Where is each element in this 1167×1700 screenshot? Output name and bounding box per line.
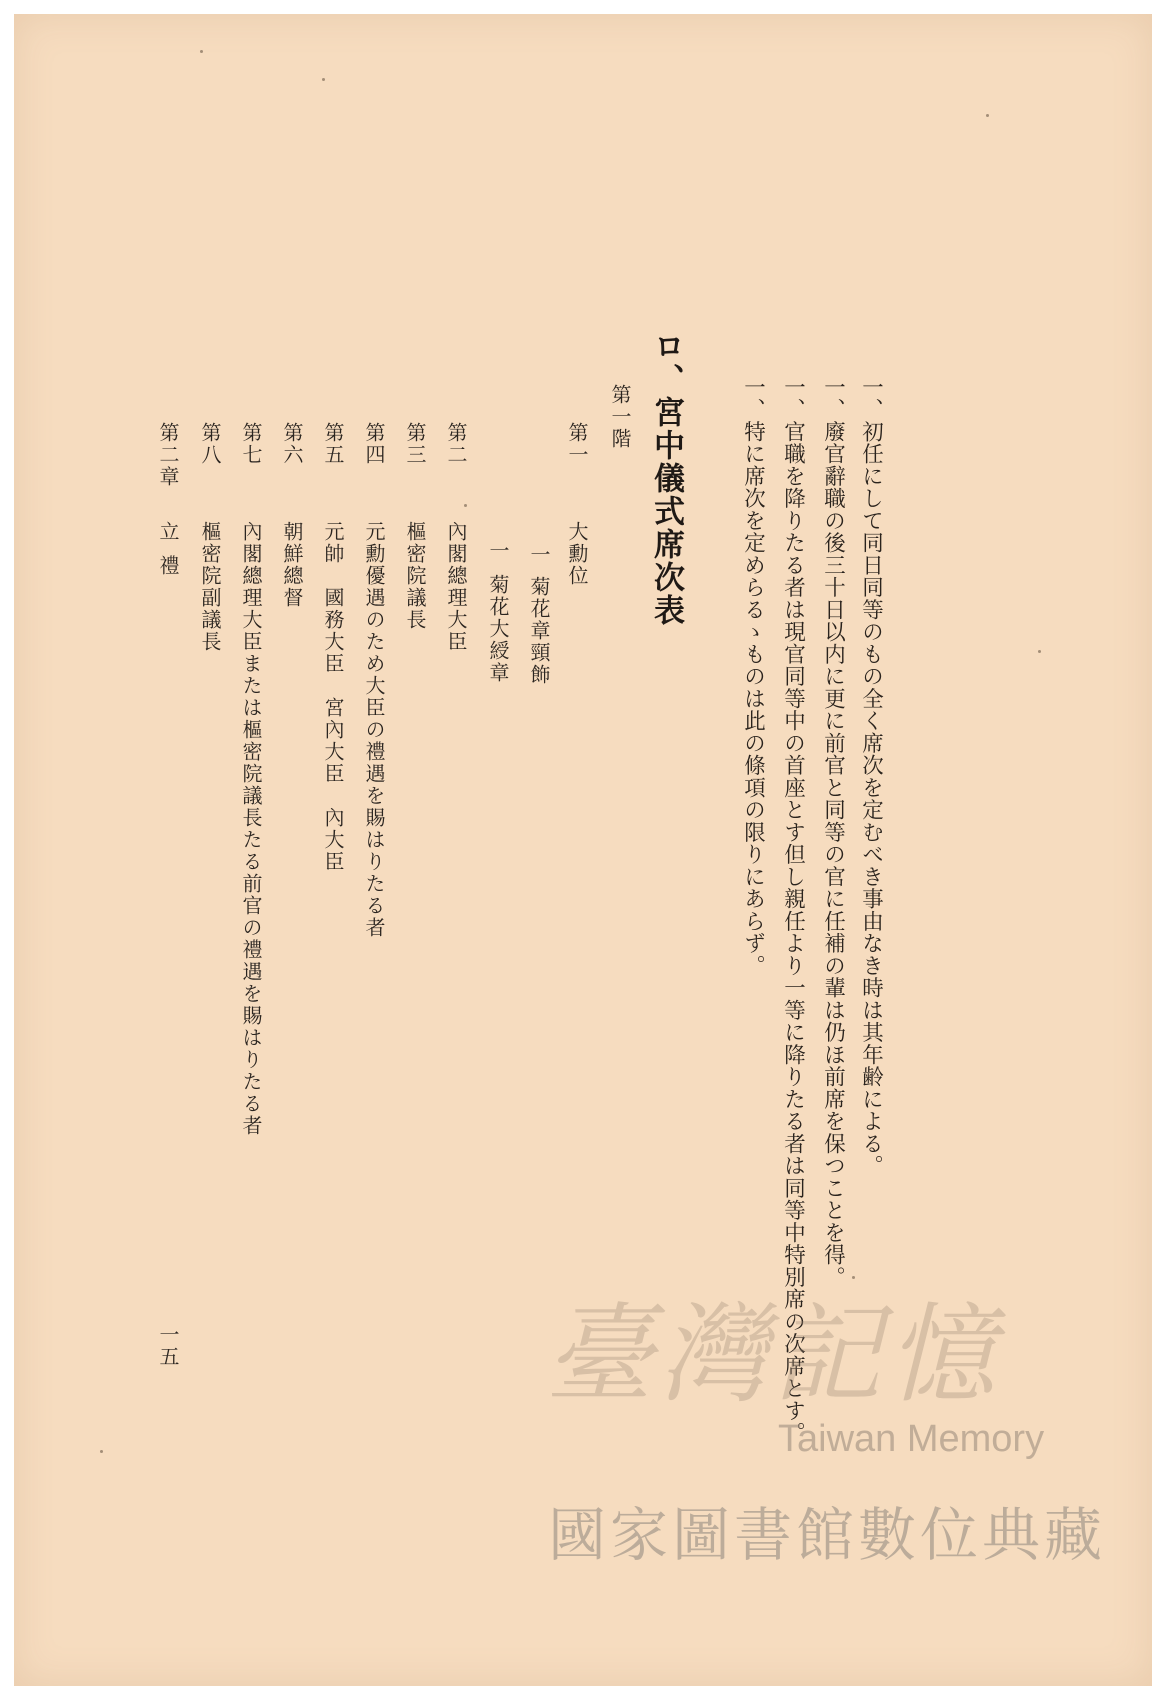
rank-text-8: 樞密院副議長 xyxy=(198,521,222,653)
rank-number-7: 第七 xyxy=(239,422,263,466)
chapter-title: 立禮 xyxy=(156,521,180,589)
note-line-1: 一、初任にして同日同等のもの全く席次を定むべき事由なき時は其年齢による。 xyxy=(858,376,884,1177)
rank-number-4: 第四 xyxy=(362,422,386,466)
watermark-org: 國家圖書館數位典藏 xyxy=(548,1501,1107,1569)
rank-number-1: 第一 xyxy=(565,422,589,466)
note-line-2: 一、廢官辭職の後三十日以内に更に前官と同等の官に任補の輩は仍ほ前席を保つことを得。 xyxy=(820,376,846,1289)
rank-number-2: 第二 xyxy=(444,422,468,466)
paper-speck xyxy=(100,1450,103,1453)
paper-speck xyxy=(322,78,325,81)
rank-text-5: 元帥 國務大臣 宮內大臣 內大臣 xyxy=(321,521,345,873)
document-page xyxy=(14,14,1152,1686)
section-heading: ロ、宮中儀式席次表 xyxy=(648,330,684,627)
note-line-4: 一、特に席次を定めらるゝものは此の條項の限りにあらず。 xyxy=(740,376,766,977)
sub-mark-2: 一 xyxy=(486,540,510,560)
paper-speck xyxy=(986,114,989,117)
paper-speck xyxy=(1038,650,1041,653)
rank-text-4: 元勳優遇のため大臣の禮遇を賜はりたる者 xyxy=(362,521,386,939)
paper-speck xyxy=(464,504,467,507)
page-number: 一五 xyxy=(156,1324,180,1368)
watermark-subtitle: Taiwan Memory xyxy=(778,1418,1045,1460)
rank-number-3: 第三 xyxy=(403,422,427,466)
watermark-title: 臺灣記憶 xyxy=(545,1293,1002,1418)
sub-item-1: 菊花章頸飾 xyxy=(527,576,551,686)
chapter-number: 第二章 xyxy=(156,422,180,488)
note-line-3: 一、官職を降りたる者は現官同等中の首座とす但し親任より一等に降りたる者は同等中特別席の次席とす。 xyxy=(780,376,806,1444)
rank-title-1: 大勳位 xyxy=(565,521,589,587)
paper-speck xyxy=(852,1276,855,1279)
sub-item-2: 菊花大綬章 xyxy=(486,574,510,684)
rank-text-7: 內閣總理大臣または樞密院議長たる前官の禮遇を賜はりたる者 xyxy=(239,521,263,1137)
rank-text-3: 樞密院議長 xyxy=(403,521,427,631)
rank-number-5: 第五 xyxy=(321,422,345,466)
rank-text-2: 內閣總理大臣 xyxy=(444,521,468,653)
rank-number-8: 第八 xyxy=(198,422,222,466)
rank-number-6: 第六 xyxy=(280,422,304,466)
paper-speck xyxy=(200,50,203,53)
rank-level: 第一階 xyxy=(608,384,632,450)
sub-mark-1: 一 xyxy=(527,544,551,564)
rank-text-6: 朝鮮總督 xyxy=(280,521,304,609)
